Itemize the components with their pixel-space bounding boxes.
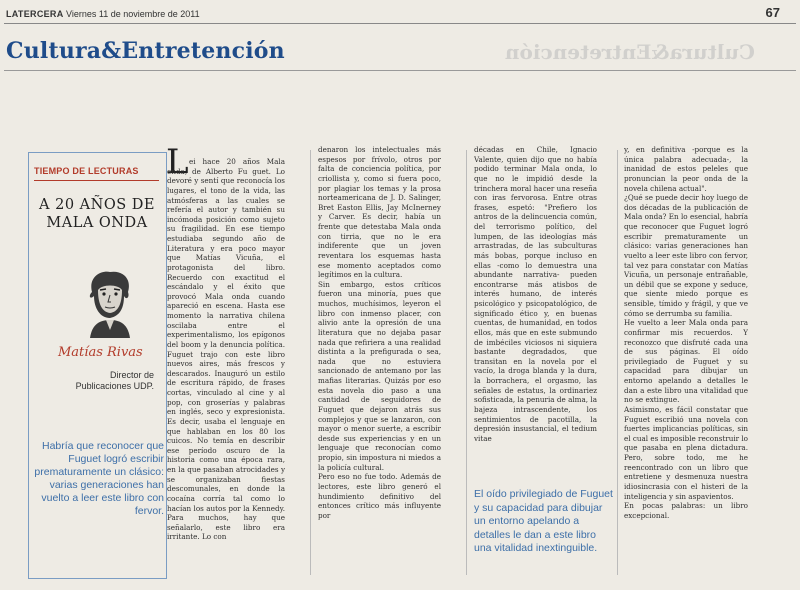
article-column-4: y, en definitiva -porque es la única palabra adecuada-, la inanidad de estos peleles que pronuncian la peor onda de la novela chilena actual". ¿Qué se puede decir hoy luego de dos décadas de la publicación de Mala onda? En lo esencial, habría que reconocer que Fuguet logró escribir prematuramente un clásico: varias generaciones han vuelto a leer este libro con fervor, tal vez para constatar con Matías Vicuña, un personaje entrañable, un débil que se expone y seduce, que siente miedo porque es sensible, tímido y frágil, y que ve cómo se derrumba su familia. He vuelto a leer Mala onda para confirmar mis recuerdos. Y reconozco que disfruté cada una de sus páginas. El oído privilegiado de Fuguet y su capacidad para dibujar un entorno apelando a detalles le dan a este libro una vitalidad que no se extingue. Asimismo, es fácil constatar que Fuguet escribió una novela con fuertes implicancias políticas, sin el cual es imposible reconstruir lo que pasaba en plena dictadura. Pero, sobre todo, me he reencontrado con un libro que entretiene y desmenuza nuestra idiosincrasia con el histeri de la inteligencia y sin aspavientos. En pocas palabras: un libro excepcional. <box>624 145 748 520</box>
author-role: Director de Publicaciones UDP. <box>75 370 154 391</box>
section-divider <box>4 70 796 71</box>
kicker-underline <box>34 180 159 181</box>
issue-date: Viernes 11 de noviembre de 2011 <box>66 9 200 19</box>
article-column-1: ei hace 20 años Mala onda, de Alberto Fu guet. Lo devoré y sentí que reconocía los lugares, el tono de la vida, las atmósferas a las cuales se refería el autor y también su incómoda posición como sujeto su fragilidad. En ese tiempo estudiaba segundo año de Literatura y era poco mayor que Matías Vicuña, el protagonista del libro. Recuerdo con exactitud el escándalo y el éxito que provocó Mala onda cuando apareció en escena. Hasta ese momento la narrativa chilena oscilaba entre el experimentalismo, los epígonos del boom y la denuncia política. Fuguet trajo con este libro nuevos aires, más frescos y descarados. Inauguró un estilo de escritura rápido, de frases cortas, vinculado al cine y al pop, con groserías y palabras en inglés, seco y expresionista. Es decir, usaba el lenguaje en que hablaban en los 80 los cuicos. No temía en describir ese período oscuro de la historia como una época rara, en la que pasaban atrocidades y se organizaban fiestas descomunales, en donde la cocaína corría tal como lo hacían los autos por la Kennedy. Para muchos, hay que señalarlo, este libro era irritante. Lo con <box>167 157 285 542</box>
drop-cap: L <box>166 142 189 182</box>
section-title: Cultura&Entretención <box>6 38 285 64</box>
author-name: Matías Rivas <box>58 345 143 360</box>
column-kicker: TIEMPO DE LECTURAS <box>34 166 139 176</box>
paper-name: LATERCERA <box>6 9 64 19</box>
article-column-3: décadas en Chile, Ignacio Valente, quien dijo que no había podido terminar Mala onda, lo que no le impidió desde la trinchera moral hacer una reseña con iras fervorosa. Entre otras frases, espetó: "Prefiero los antros de la delincuencia común, del terrorismo político, del lumpen, de las ideologías más arrastradas, de las subculturas más bobas, porque incluso en ellas -como lo demuestra una abundante narrativa- pueden encontrarse más atisbos de interés humano, de interés psicológico y psicopatológico, de significado ético y, en buenas cuentas, de humanidad, en todos ellos, más que en este submundo de imbéciles viciosos ni siquiera bastante degradados, que transitan en la novela por el vacío, la droga blanda y la dura, la borrachera, el orgasmo, las señales de estatus, la ordinariez sofisticada, la penuria de alma, la bajeza intrascendente, los sentimientos de pacotilla, la depresión insustancial, el tedium vitae <box>474 145 597 443</box>
article-column-2: denaron los intelectuales más espesos por frívolo, otros por falta de conciencia política, por criollista y, como si fuera poco, por plagiar los temas y la prosa norteamericana de J. D. Salinger, Bret Easton Ellis, Jay McInerney y Carver. Es decir, había un frente que detestaba Mala onda con tirria, que no le era indiferente que un joven reventara los esquemas hasta ese momento aceptados como legítimos en la cultura. Sin embargo, estos críticos fueron una minoría, pues que muchos, muchísimos, leyeron el libro con inmenso placer, con alivio ante la opresión de una literatura que no dejaba pasar nada que refiriera a una realidad distinta a la prefigurada o sea, nada que no estuviera sancionado de antemano por las mafias literarias. Quizás por eso esta novela dio paso a una cantidad de seguidores de Fuguet que dejaron atrás sus complejos y que se lanzaron, con mayor o menor suerte, a escribir desde sus experiencias y en un lenguaje que reconocían como propio, sin impostura ni miedos a la policía cultural. Pero eso no fue todo. Además de lectores, este libro generó el hundimiento definitivo del entonces crítico más influyente por <box>318 145 441 520</box>
column-rule <box>617 150 618 575</box>
author-portrait-illustration <box>80 268 138 338</box>
column-rule <box>466 150 467 575</box>
masthead <box>6 9 200 19</box>
show-through-section-title: Cultura&Entretención <box>505 40 755 64</box>
header-divider <box>4 23 796 24</box>
body-pullquote: El oído privilegiado de Fuguet y su capacidad para dibujar un entorno apelando a detalles le dan a este libro una vitalidad inextinguible. <box>474 488 613 554</box>
headline: A 20 AÑOS DE MALA ONDA <box>39 197 155 231</box>
sidebar-pullquote: Habría que reconocer que Fuguet logró escribir prematuramente un clásico: varias generaciones han vuelto a leer este libro con fervor. <box>34 440 164 517</box>
column-rule <box>310 150 311 575</box>
page-number: 67 <box>765 5 780 20</box>
